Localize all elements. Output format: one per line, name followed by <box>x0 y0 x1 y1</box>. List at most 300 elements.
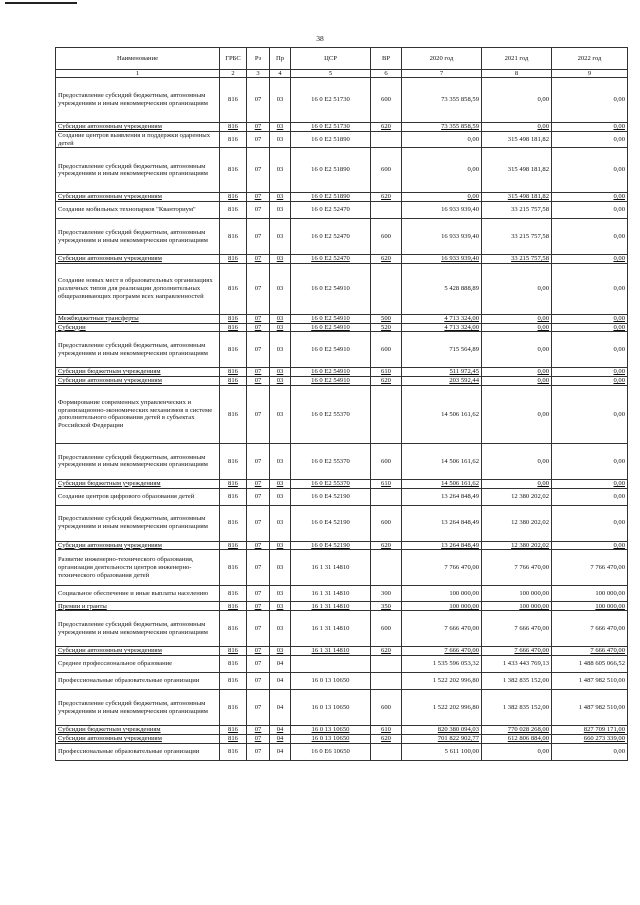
cell-2021: 315 498 181,82 <box>482 148 552 193</box>
cell-grbs: 816 <box>220 202 247 219</box>
cell-name: Субсидии автономным учреждениям <box>56 734 220 743</box>
cell-2020: 16 933 939,40 <box>402 255 482 264</box>
cell-pr: 03 <box>270 323 291 332</box>
table-row <box>56 123 628 132</box>
cell-2020: 16 933 939,40 <box>402 219 482 255</box>
cell-rz: 07 <box>247 550 270 586</box>
cell-rz: 07 <box>247 647 270 656</box>
cell-2020: 7 666 470,00 <box>402 611 482 647</box>
table-row <box>56 193 628 202</box>
column-index: 8 <box>482 70 552 78</box>
header-name: Наименование <box>56 48 220 70</box>
cell-2021: 7 766 470,00 <box>482 550 552 586</box>
cell-csr: 16 0 13 10650 <box>291 734 371 743</box>
column-index: 6 <box>371 70 402 78</box>
header-2020: 2020 год <box>402 48 482 70</box>
table-row <box>56 479 628 488</box>
cell-rz: 07 <box>247 586 270 602</box>
cell-2020: 100 000,00 <box>402 602 482 611</box>
table-row <box>56 550 628 586</box>
cell-vr: 600 <box>371 505 402 541</box>
column-index: 7 <box>402 70 482 78</box>
cell-rz: 07 <box>247 611 270 647</box>
cell-2022: 0,00 <box>552 78 628 123</box>
cell-rz: 07 <box>247 219 270 255</box>
cell-csr: 16 0 E2 54910 <box>291 377 371 386</box>
cell-2022: 0,00 <box>552 385 628 443</box>
cell-name: Предоставление субсидий бюджетным, автономным учреждениям и иным некоммерческим организациям <box>56 505 220 541</box>
cell-vr <box>371 743 402 760</box>
cell-2022: 0,00 <box>552 443 628 479</box>
header-csr: ЦСР <box>291 48 371 70</box>
cell-grbs: 816 <box>220 505 247 541</box>
cell-csr <box>291 656 371 673</box>
cell-vr: 610 <box>371 726 402 735</box>
cell-2022: 0,00 <box>552 123 628 132</box>
cell-2022: 7 766 470,00 <box>552 550 628 586</box>
cell-2021: 33 215 757,58 <box>482 255 552 264</box>
cell-csr: 16 0 E2 51890 <box>291 193 371 202</box>
cell-grbs: 816 <box>220 488 247 505</box>
cell-2021: 0,00 <box>482 78 552 123</box>
cell-vr: 600 <box>371 219 402 255</box>
cell-grbs: 816 <box>220 726 247 735</box>
table-row <box>56 656 628 673</box>
page-number: 38 <box>316 34 324 43</box>
table-row <box>56 673 628 690</box>
cell-pr: 03 <box>270 443 291 479</box>
cell-2021: 0,00 <box>482 443 552 479</box>
cell-2020: 203 592,44 <box>402 377 482 386</box>
cell-vr: 620 <box>371 647 402 656</box>
cell-name: Предоставление субсидий бюджетным, автономным учреждениям и иным некоммерческим организациям <box>56 690 220 726</box>
cell-name: Субсидии автономным учреждениям <box>56 377 220 386</box>
table-row <box>56 263 628 314</box>
cell-rz: 07 <box>247 673 270 690</box>
column-index: 5 <box>291 70 371 78</box>
cell-vr <box>371 385 402 443</box>
cell-rz: 07 <box>247 263 270 314</box>
header-rz: Рз <box>247 48 270 70</box>
cell-name: Предоставление субсидий бюджетным, автономным учреждениям и иным некоммерческим организациям <box>56 219 220 255</box>
cell-2021: 1 382 835 152,00 <box>482 673 552 690</box>
cell-vr: 610 <box>371 479 402 488</box>
cell-csr: 16 0 E2 55370 <box>291 385 371 443</box>
cell-csr: 16 1 31 14810 <box>291 611 371 647</box>
cell-grbs: 816 <box>220 193 247 202</box>
cell-pr: 03 <box>270 602 291 611</box>
table-row <box>56 541 628 550</box>
cell-csr: 16 0 E2 54910 <box>291 332 371 368</box>
cell-name: Создание центров цифрового образования детей <box>56 488 220 505</box>
cell-vr <box>371 673 402 690</box>
cell-vr: 600 <box>371 78 402 123</box>
cell-pr: 03 <box>270 611 291 647</box>
cell-2020: 73 355 858,59 <box>402 123 482 132</box>
cell-2022: 0,00 <box>552 193 628 202</box>
cell-name: Профессиональные образовательные организации <box>56 673 220 690</box>
cell-grbs: 816 <box>220 78 247 123</box>
cell-name: Субсидии автономным учреждениям <box>56 647 220 656</box>
cell-csr: 16 0 E2 55370 <box>291 479 371 488</box>
cell-2020: 7 666 470,00 <box>402 647 482 656</box>
cell-2021: 12 380 202,02 <box>482 505 552 541</box>
table-row <box>56 488 628 505</box>
cell-pr: 03 <box>270 586 291 602</box>
table-row <box>56 586 628 602</box>
cell-pr: 03 <box>270 78 291 123</box>
cell-2020: 13 264 848,49 <box>402 541 482 550</box>
cell-csr: 16 0 E2 51890 <box>291 131 371 148</box>
header-vr: ВР <box>371 48 402 70</box>
cell-grbs: 816 <box>220 541 247 550</box>
cell-2020: 5 611 100,00 <box>402 743 482 760</box>
cell-2021: 33 215 757,58 <box>482 219 552 255</box>
cell-name: Субсидии бюджетным учреждениям <box>56 726 220 735</box>
cell-pr: 03 <box>270 255 291 264</box>
cell-grbs: 816 <box>220 131 247 148</box>
cell-2021: 100 000,00 <box>482 586 552 602</box>
column-index: 4 <box>270 70 291 78</box>
cell-2022: 0,00 <box>552 377 628 386</box>
table-row <box>56 385 628 443</box>
cell-2022: 0,00 <box>552 332 628 368</box>
table-row <box>56 202 628 219</box>
cell-2020: 0,00 <box>402 131 482 148</box>
cell-csr: 16 0 E2 51730 <box>291 78 371 123</box>
cell-2022: 7 666 470,00 <box>552 647 628 656</box>
cell-csr: 16 1 31 14810 <box>291 586 371 602</box>
cell-2021: 100 000,00 <box>482 602 552 611</box>
cell-grbs: 816 <box>220 377 247 386</box>
cell-2020: 14 506 161,62 <box>402 385 482 443</box>
cell-2022: 100 000,00 <box>552 602 628 611</box>
cell-rz: 07 <box>247 505 270 541</box>
cell-rz: 07 <box>247 78 270 123</box>
cell-2020: 701 822 902,77 <box>402 734 482 743</box>
cell-vr: 500 <box>371 314 402 323</box>
cell-vr <box>371 131 402 148</box>
cell-csr: 16 0 E2 54910 <box>291 323 371 332</box>
header-2022: 2022 год <box>552 48 628 70</box>
cell-csr: 16 1 31 14810 <box>291 602 371 611</box>
cell-vr: 620 <box>371 734 402 743</box>
cell-pr: 03 <box>270 479 291 488</box>
cell-name: Субсидии автономным учреждениям <box>56 541 220 550</box>
cell-2021: 7 666 470,00 <box>482 611 552 647</box>
cell-csr: 16 0 E2 54910 <box>291 368 371 377</box>
table-row <box>56 726 628 735</box>
cell-2021: 1 382 835 152,00 <box>482 690 552 726</box>
column-index: 3 <box>247 70 270 78</box>
cell-2021: 770 028 268,00 <box>482 726 552 735</box>
cell-rz: 07 <box>247 255 270 264</box>
top-rule-mark <box>5 2 77 4</box>
cell-pr: 04 <box>270 726 291 735</box>
cell-vr <box>371 550 402 586</box>
cell-2022: 0,00 <box>552 541 628 550</box>
cell-pr: 03 <box>270 385 291 443</box>
cell-vr <box>371 488 402 505</box>
cell-vr: 620 <box>371 541 402 550</box>
cell-vr: 600 <box>371 611 402 647</box>
cell-grbs: 816 <box>220 332 247 368</box>
cell-2022: 0,00 <box>552 131 628 148</box>
cell-csr: 16 0 E2 52470 <box>291 255 371 264</box>
cell-grbs: 816 <box>220 255 247 264</box>
cell-grbs: 816 <box>220 734 247 743</box>
cell-2020: 4 713 324,00 <box>402 323 482 332</box>
cell-pr: 03 <box>270 202 291 219</box>
cell-pr: 03 <box>270 541 291 550</box>
cell-pr: 03 <box>270 263 291 314</box>
cell-vr: 300 <box>371 586 402 602</box>
cell-vr: 620 <box>371 377 402 386</box>
cell-name: Социальное обеспечение и иные выплаты населению <box>56 586 220 602</box>
cell-csr: 16 1 31 14810 <box>291 550 371 586</box>
cell-name: Премии и гранты <box>56 602 220 611</box>
cell-2022: 0,00 <box>552 263 628 314</box>
cell-pr: 03 <box>270 131 291 148</box>
cell-vr <box>371 656 402 673</box>
cell-2021: 0,00 <box>482 123 552 132</box>
cell-csr: 16 0 E2 51890 <box>291 148 371 193</box>
cell-2021: 0,00 <box>482 323 552 332</box>
cell-2022: 0,00 <box>552 743 628 760</box>
cell-grbs: 816 <box>220 314 247 323</box>
cell-name: Формирование современных управленческих и организационно-экономических механизмов в системе дополнительного образования детей в субъектах Российской Федерации <box>56 385 220 443</box>
cell-csr: 16 0 E6 10650 <box>291 743 371 760</box>
table-row <box>56 148 628 193</box>
table-row <box>56 78 628 123</box>
cell-2020: 0,00 <box>402 148 482 193</box>
cell-grbs: 816 <box>220 479 247 488</box>
cell-csr: 16 0 13 10650 <box>291 726 371 735</box>
cell-pr: 04 <box>270 690 291 726</box>
cell-rz: 07 <box>247 131 270 148</box>
cell-2021: 0,00 <box>482 385 552 443</box>
cell-vr: 610 <box>371 368 402 377</box>
cell-grbs: 816 <box>220 602 247 611</box>
cell-2022: 1 487 982 510,00 <box>552 690 628 726</box>
cell-pr: 03 <box>270 505 291 541</box>
cell-pr: 03 <box>270 123 291 132</box>
cell-grbs: 816 <box>220 647 247 656</box>
table-row <box>56 505 628 541</box>
cell-2020: 13 264 848,49 <box>402 505 482 541</box>
cell-2020: 715 564,89 <box>402 332 482 368</box>
cell-rz: 07 <box>247 479 270 488</box>
cell-name: Предоставление субсидий бюджетным, автономным учреждениям и иным некоммерческим организациям <box>56 443 220 479</box>
cell-csr: 16 0 E2 52470 <box>291 219 371 255</box>
cell-pr: 03 <box>270 219 291 255</box>
cell-2021: 12 380 202,02 <box>482 488 552 505</box>
cell-name: Предоставление субсидий бюджетным, автономным учреждениям и иным некоммерческим организациям <box>56 611 220 647</box>
cell-name: Предоставление субсидий бюджетным, автономным учреждениям и иным некоммерческим организациям <box>56 148 220 193</box>
table-row <box>56 314 628 323</box>
cell-name: Предоставление субсидий бюджетным, автономным учреждениям и иным некоммерческим организациям <box>56 332 220 368</box>
cell-2022: 1 488 605 066,52 <box>552 656 628 673</box>
cell-2022: 0,00 <box>552 219 628 255</box>
cell-name: Создание центров выявления и поддержки одаренных детей <box>56 131 220 148</box>
cell-name: Развитие инженерно-технического образования, организация деятельности центров инженерно-технического образования детей <box>56 550 220 586</box>
cell-rz: 07 <box>247 314 270 323</box>
table-row <box>56 602 628 611</box>
cell-2020: 13 264 848,49 <box>402 488 482 505</box>
cell-rz: 07 <box>247 202 270 219</box>
column-index: 2 <box>220 70 247 78</box>
cell-name: Субсидии бюджетным учреждениям <box>56 368 220 377</box>
cell-name: Субсидии автономным учреждениям <box>56 255 220 264</box>
table-row <box>56 255 628 264</box>
cell-name: Межбюджетные трансферты <box>56 314 220 323</box>
cell-grbs: 816 <box>220 743 247 760</box>
column-index: 9 <box>552 70 628 78</box>
cell-vr: 600 <box>371 443 402 479</box>
cell-2020: 0,00 <box>402 193 482 202</box>
cell-csr: 16 0 E2 52470 <box>291 202 371 219</box>
cell-pr: 03 <box>270 314 291 323</box>
cell-csr: 16 0 E2 54910 <box>291 314 371 323</box>
cell-2022: 1 487 982 510,00 <box>552 673 628 690</box>
cell-2021: 0,00 <box>482 377 552 386</box>
cell-2022: 0,00 <box>552 148 628 193</box>
cell-rz: 07 <box>247 690 270 726</box>
table-body <box>56 78 628 761</box>
cell-pr: 04 <box>270 673 291 690</box>
cell-name: Предоставление субсидий бюджетным, автономным учреждениям и иным некоммерческим организациям <box>56 78 220 123</box>
cell-grbs: 816 <box>220 148 247 193</box>
cell-rz: 07 <box>247 488 270 505</box>
cell-2021: 1 433 443 769,13 <box>482 656 552 673</box>
cell-grbs: 816 <box>220 656 247 673</box>
cell-2020: 73 355 858,59 <box>402 78 482 123</box>
cell-2020: 511 972,45 <box>402 368 482 377</box>
cell-2020: 16 933 939,40 <box>402 202 482 219</box>
table-row <box>56 743 628 760</box>
cell-csr: 16 0 13 10650 <box>291 673 371 690</box>
cell-rz: 07 <box>247 123 270 132</box>
cell-vr <box>371 202 402 219</box>
cell-2022: 0,00 <box>552 202 628 219</box>
table-row <box>56 443 628 479</box>
cell-grbs: 816 <box>220 385 247 443</box>
cell-vr: 620 <box>371 255 402 264</box>
cell-pr: 04 <box>270 743 291 760</box>
cell-2021: 0,00 <box>482 332 552 368</box>
cell-2022: 7 666 470,00 <box>552 611 628 647</box>
cell-2022: 0,00 <box>552 505 628 541</box>
cell-rz: 07 <box>247 541 270 550</box>
cell-pr: 04 <box>270 734 291 743</box>
header-2021: 2021 год <box>482 48 552 70</box>
cell-2020: 1 535 596 053,32 <box>402 656 482 673</box>
cell-name: Профессиональные образовательные организации <box>56 743 220 760</box>
cell-name: Субсидии автономным учреждениям <box>56 123 220 132</box>
cell-pr: 03 <box>270 332 291 368</box>
cell-rz: 07 <box>247 734 270 743</box>
cell-2021: 612 806 884,00 <box>482 734 552 743</box>
cell-2020: 14 506 161,62 <box>402 443 482 479</box>
cell-2022: 660 273 339,00 <box>552 734 628 743</box>
cell-2022: 827 709 171,00 <box>552 726 628 735</box>
cell-rz: 07 <box>247 743 270 760</box>
budget-table <box>55 47 628 761</box>
table-row <box>56 690 628 726</box>
cell-2021: 0,00 <box>482 479 552 488</box>
cell-2020: 820 380 094,03 <box>402 726 482 735</box>
cell-vr: 600 <box>371 332 402 368</box>
cell-pr: 03 <box>270 550 291 586</box>
cell-grbs: 816 <box>220 550 247 586</box>
cell-2022: 0,00 <box>552 314 628 323</box>
cell-vr: 520 <box>371 323 402 332</box>
cell-pr: 03 <box>270 377 291 386</box>
cell-rz: 07 <box>247 443 270 479</box>
cell-csr: 16 0 E4 52190 <box>291 541 371 550</box>
cell-grbs: 816 <box>220 219 247 255</box>
cell-name: Субсидии <box>56 323 220 332</box>
cell-grbs: 816 <box>220 673 247 690</box>
cell-rz: 07 <box>247 193 270 202</box>
cell-rz: 07 <box>247 602 270 611</box>
cell-csr: 16 0 E4 52190 <box>291 505 371 541</box>
table-row <box>56 734 628 743</box>
cell-grbs: 816 <box>220 611 247 647</box>
cell-grbs: 816 <box>220 368 247 377</box>
cell-rz: 07 <box>247 726 270 735</box>
cell-grbs: 816 <box>220 443 247 479</box>
cell-name: Создание мобильных технопарков "Кванториум" <box>56 202 220 219</box>
header-grbs: ГРБС <box>220 48 247 70</box>
cell-rz: 07 <box>247 656 270 673</box>
cell-name: Субсидии автономным учреждениям <box>56 193 220 202</box>
cell-csr: 16 0 E2 54910 <box>291 263 371 314</box>
cell-2020: 14 506 161,62 <box>402 479 482 488</box>
cell-vr: 620 <box>371 123 402 132</box>
cell-csr: 16 0 E4 52190 <box>291 488 371 505</box>
cell-2021: 0,00 <box>482 263 552 314</box>
cell-pr: 03 <box>270 193 291 202</box>
cell-rz: 07 <box>247 148 270 193</box>
table-row <box>56 219 628 255</box>
cell-2021: 315 498 181,82 <box>482 193 552 202</box>
cell-vr: 620 <box>371 193 402 202</box>
cell-name: Создание новых мест в образовательных организациях различных типов для реализации дополнительных общеразвивающих программ всех направленностей <box>56 263 220 314</box>
cell-pr: 04 <box>270 656 291 673</box>
cell-2022: 0,00 <box>552 368 628 377</box>
cell-rz: 07 <box>247 368 270 377</box>
cell-2022: 0,00 <box>552 488 628 505</box>
table-row <box>56 332 628 368</box>
cell-2021: 0,00 <box>482 314 552 323</box>
cell-pr: 03 <box>270 488 291 505</box>
cell-csr: 16 0 E2 55370 <box>291 443 371 479</box>
cell-rz: 07 <box>247 332 270 368</box>
table-row <box>56 131 628 148</box>
cell-2021: 33 215 757,58 <box>482 202 552 219</box>
cell-2021: 0,00 <box>482 368 552 377</box>
cell-csr: 16 0 13 10650 <box>291 690 371 726</box>
cell-2022: 0,00 <box>552 255 628 264</box>
cell-pr: 03 <box>270 368 291 377</box>
cell-grbs: 816 <box>220 690 247 726</box>
cell-csr: 16 0 E2 51730 <box>291 123 371 132</box>
cell-grbs: 816 <box>220 123 247 132</box>
cell-2021: 0,00 <box>482 743 552 760</box>
cell-rz: 07 <box>247 385 270 443</box>
cell-2022: 0,00 <box>552 479 628 488</box>
